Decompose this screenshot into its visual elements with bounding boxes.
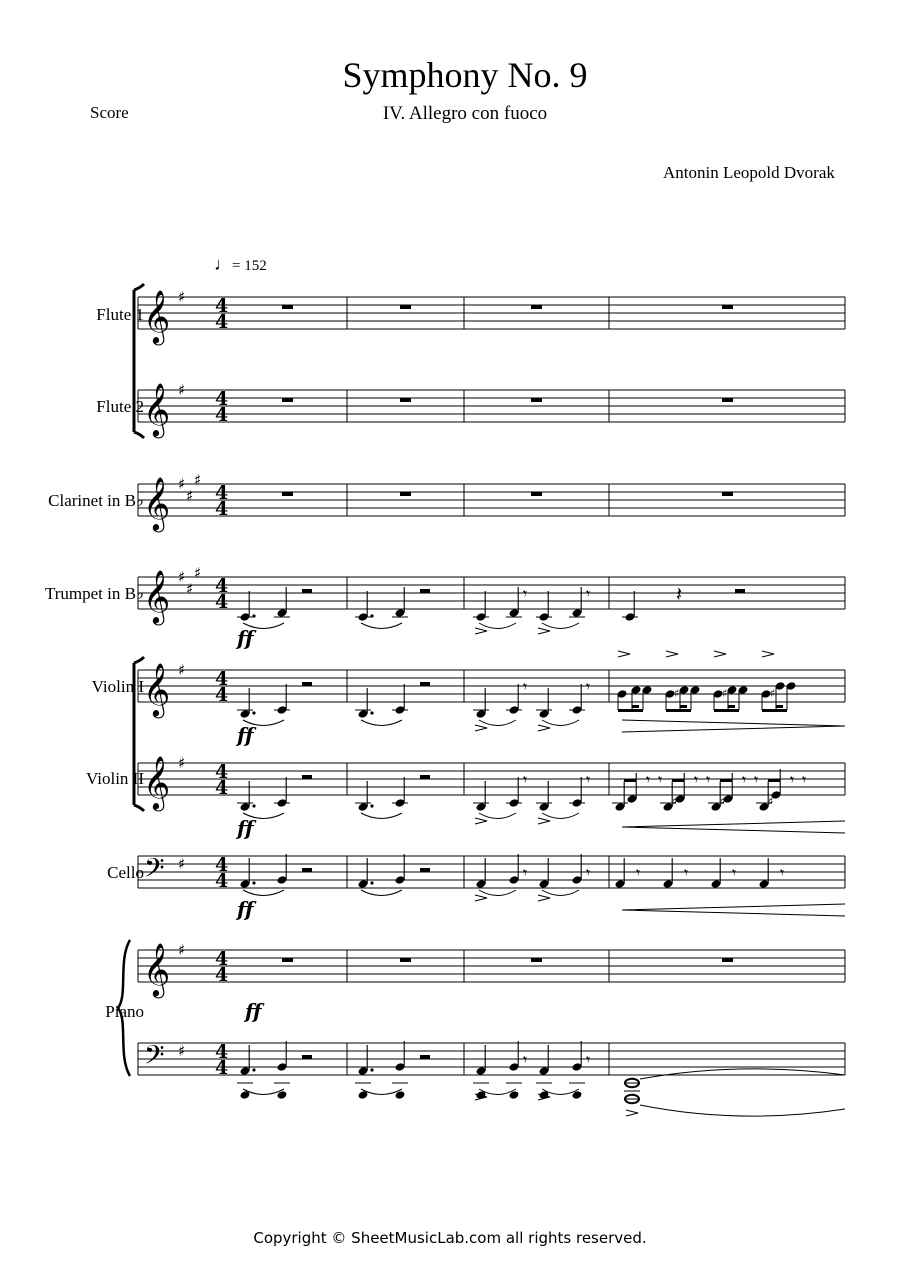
- whole-rest-icon: [531, 398, 542, 402]
- beam: [714, 709, 739, 712]
- bass-clef-icon: 𝄢: [144, 852, 165, 890]
- key-signature-sharp-icon: ♯: [186, 580, 194, 598]
- sharp-accidental-icon: ♯: [722, 687, 728, 700]
- whole-rest-icon: [282, 305, 293, 309]
- half-rest-icon: [420, 682, 430, 686]
- eighth-rest-icon: 𝄾: [586, 770, 591, 789]
- augmentation-dot: [370, 711, 373, 714]
- staff-label-piano: Piano: [105, 1002, 144, 1021]
- slur: [479, 623, 516, 629]
- key-signature-sharp-icon: ♯: [194, 564, 202, 582]
- accent-mark-icon: [762, 651, 774, 657]
- slur: [361, 623, 402, 629]
- time-signature-numerator: 4: [215, 854, 229, 876]
- slur: [479, 813, 516, 819]
- half-rest-icon: [735, 589, 745, 593]
- eighth-rest-icon: 𝄾: [780, 863, 785, 882]
- slur: [361, 720, 402, 726]
- eighth-rest-icon: 𝄾: [523, 677, 528, 696]
- diminuendo-hairpin: [622, 720, 845, 732]
- accent-mark-icon: [538, 895, 550, 901]
- augmentation-dot: [370, 881, 373, 884]
- eighth-rest-icon: 𝄾: [754, 770, 759, 789]
- eighth-rest-icon: 𝄾: [636, 863, 641, 882]
- accent-mark-icon: [475, 895, 487, 901]
- time-signature-denominator: 4: [215, 964, 229, 986]
- key-signature-sharp-icon: ♯: [178, 568, 186, 586]
- eighth-rest-icon: 𝄾: [646, 770, 651, 789]
- accent-mark-icon: [618, 651, 630, 657]
- composer-name: Antonin Leopold Dvorak: [663, 163, 835, 182]
- whole-rest-icon: [531, 305, 542, 309]
- time-signature-numerator: 4: [215, 388, 229, 410]
- tie: [640, 1105, 845, 1116]
- key-signature-sharp-icon: ♯: [178, 288, 186, 306]
- beam: [768, 779, 780, 782]
- key-signature-sharp-icon: ♯: [178, 475, 186, 493]
- crescendo-hairpin: [622, 821, 845, 833]
- staff-label-trumpet: Trumpet in B♭: [44, 584, 144, 603]
- accent-mark-icon: [538, 628, 550, 634]
- time-signature-denominator: 4: [215, 684, 229, 706]
- slur: [542, 720, 579, 726]
- key-signature-sharp-icon: ♯: [178, 855, 186, 873]
- half-rest-icon: [420, 775, 430, 779]
- whole-rest-icon: [282, 398, 293, 402]
- time-signature-denominator: 4: [215, 404, 229, 426]
- eighth-rest-icon: 𝄾: [523, 770, 528, 789]
- accent-mark-icon: [538, 818, 550, 824]
- whole-rest-icon: [400, 492, 411, 496]
- whole-rest-icon: [722, 305, 733, 309]
- eighth-rest-icon: 𝄾: [742, 770, 747, 789]
- treble-clef-icon: 𝄞: [143, 942, 171, 996]
- accent-mark-icon: [475, 725, 487, 731]
- key-signature-sharp-icon: ♯: [178, 941, 186, 959]
- whole-rest-icon: [722, 398, 733, 402]
- dynamic-ff: ff: [237, 626, 254, 650]
- sharp-accidental-icon: ♯: [672, 795, 678, 808]
- accent-mark-icon: [538, 725, 550, 731]
- whole-rest-icon: [531, 492, 542, 496]
- beam: [632, 705, 639, 708]
- dynamic-ff: ff: [237, 723, 254, 747]
- beam: [624, 779, 636, 782]
- slur: [542, 623, 579, 629]
- staff-label-violin-2: Violin II: [86, 769, 144, 788]
- slur: [361, 813, 402, 819]
- dynamic-ff: ff: [245, 999, 262, 1023]
- augmentation-dot: [252, 804, 255, 807]
- time-signature-denominator: 4: [215, 777, 229, 799]
- augmentation-dot: [252, 1068, 255, 1071]
- staff-label-flute-1: Flute 1: [96, 305, 144, 324]
- time-signature-numerator: 4: [215, 575, 229, 597]
- staff-label-cello: Cello: [107, 863, 144, 882]
- beam: [672, 779, 684, 782]
- key-signature-sharp-icon: ♯: [194, 471, 202, 489]
- time-signature-denominator: 4: [215, 591, 229, 613]
- eighth-rest-icon: 𝄾: [790, 770, 795, 789]
- staff-label-flute-2: Flute 2: [96, 397, 144, 416]
- beam: [618, 709, 643, 712]
- time-signature-numerator: 4: [215, 761, 229, 783]
- accent-mark-icon: [475, 628, 487, 634]
- augmentation-dot: [252, 711, 255, 714]
- eighth-rest-icon: 𝄾: [523, 1050, 528, 1069]
- sharp-accidental-icon: ♯: [768, 795, 774, 808]
- half-rest-icon: [420, 1055, 430, 1059]
- augmentation-dot: [252, 881, 255, 884]
- treble-clef-icon: 𝄞: [143, 569, 171, 623]
- whole-rest-icon: [400, 398, 411, 402]
- quarter-rest-icon: 𝄽: [676, 582, 683, 606]
- sharp-accidental-icon: ♯: [770, 687, 776, 700]
- key-signature-sharp-icon: ♯: [178, 661, 186, 679]
- accent-mark-icon: [626, 1110, 638, 1116]
- piano-brace: [118, 940, 130, 1076]
- eighth-rest-icon: 𝄾: [586, 863, 591, 882]
- key-signature-sharp-icon: ♯: [178, 754, 186, 772]
- eighth-rest-icon: 𝄾: [586, 1050, 591, 1069]
- augmentation-dot: [370, 1068, 373, 1071]
- treble-clef-icon: 𝄞: [143, 289, 171, 343]
- bass-clef-icon: 𝄢: [144, 1039, 165, 1077]
- eighth-rest-icon: 𝄾: [706, 770, 711, 789]
- whole-rest-icon: [722, 958, 733, 962]
- beam: [776, 705, 783, 708]
- eighth-rest-icon: 𝄾: [732, 863, 737, 882]
- key-signature-sharp-icon: ♯: [178, 381, 186, 399]
- eighth-rest-icon: 𝄾: [802, 770, 807, 789]
- tie: [640, 1069, 845, 1079]
- half-rest-icon: [302, 775, 312, 779]
- dynamic-ff: ff: [237, 897, 254, 921]
- eighth-rest-icon: 𝄾: [684, 863, 689, 882]
- whole-rest-icon: [722, 492, 733, 496]
- half-rest-icon: [302, 589, 312, 593]
- sharp-accidental-icon: ♯: [720, 795, 726, 808]
- eighth-rest-icon: 𝄾: [523, 584, 528, 603]
- eighth-rest-icon: 𝄾: [694, 770, 699, 789]
- copyright-footer: Copyright © SheetMusicLab.com all rights reserved.: [253, 1229, 647, 1247]
- staff-label-clarinet: Clarinet in B♭: [48, 491, 144, 510]
- slur: [542, 813, 579, 819]
- whole-rest-icon: [531, 958, 542, 962]
- tempo-value: = 152: [232, 258, 267, 274]
- score-title: Symphony No. 9: [342, 55, 588, 95]
- time-signature-numerator: 4: [215, 482, 229, 504]
- time-signature-numerator: 4: [215, 1041, 229, 1063]
- beam: [728, 705, 735, 708]
- half-rest-icon: [420, 589, 430, 593]
- score-label: Score: [90, 103, 129, 122]
- key-signature-sharp-icon: ♯: [186, 487, 194, 505]
- eighth-rest-icon: 𝄾: [523, 863, 528, 882]
- time-signature-numerator: 4: [215, 948, 229, 970]
- treble-clef-icon: 𝄞: [143, 476, 171, 530]
- slur: [361, 890, 402, 896]
- sharp-accidental-icon: ♯: [674, 687, 680, 700]
- dynamic-ff: ff: [237, 816, 254, 840]
- time-signature-denominator: 4: [215, 498, 229, 520]
- accent-mark-icon: [714, 651, 726, 657]
- eighth-rest-icon: 𝄾: [586, 677, 591, 696]
- whole-rest-icon: [400, 958, 411, 962]
- beam: [680, 705, 687, 708]
- augmentation-dot: [370, 804, 373, 807]
- key-signature-sharp-icon: ♯: [178, 1042, 186, 1060]
- slur: [243, 890, 284, 896]
- crescendo-hairpin: [622, 904, 845, 916]
- time-signature-denominator: 4: [215, 311, 229, 333]
- time-signature-numerator: 4: [215, 668, 229, 690]
- slur: [479, 720, 516, 726]
- slur: [479, 890, 516, 896]
- beam: [720, 779, 732, 782]
- accent-mark-icon: [475, 818, 487, 824]
- whole-rest-icon: [400, 305, 411, 309]
- quarter-note-icon: ♩: [214, 254, 232, 274]
- time-signature-numerator: 4: [215, 295, 229, 317]
- time-signature-denominator: 4: [215, 870, 229, 892]
- whole-rest-icon: [282, 492, 293, 496]
- eighth-rest-icon: 𝄾: [586, 584, 591, 603]
- treble-clef-icon: 𝄞: [143, 382, 171, 436]
- half-rest-icon: [420, 868, 430, 872]
- beam: [762, 709, 787, 712]
- eighth-rest-icon: 𝄾: [658, 770, 663, 789]
- beam: [666, 709, 691, 712]
- treble-clef-icon: 𝄞: [143, 662, 171, 716]
- treble-clef-icon: 𝄞: [143, 755, 171, 809]
- accent-mark-icon: [666, 651, 678, 657]
- slur: [542, 890, 579, 896]
- movement-subtitle: IV. Allegro con fuoco: [382, 103, 548, 124]
- time-signature-denominator: 4: [215, 1057, 229, 1079]
- staff-label-violin-1: Violin I: [91, 677, 144, 696]
- whole-rest-icon: [282, 958, 293, 962]
- half-rest-icon: [302, 682, 312, 686]
- half-rest-icon: [302, 868, 312, 872]
- half-rest-icon: [302, 1055, 312, 1059]
